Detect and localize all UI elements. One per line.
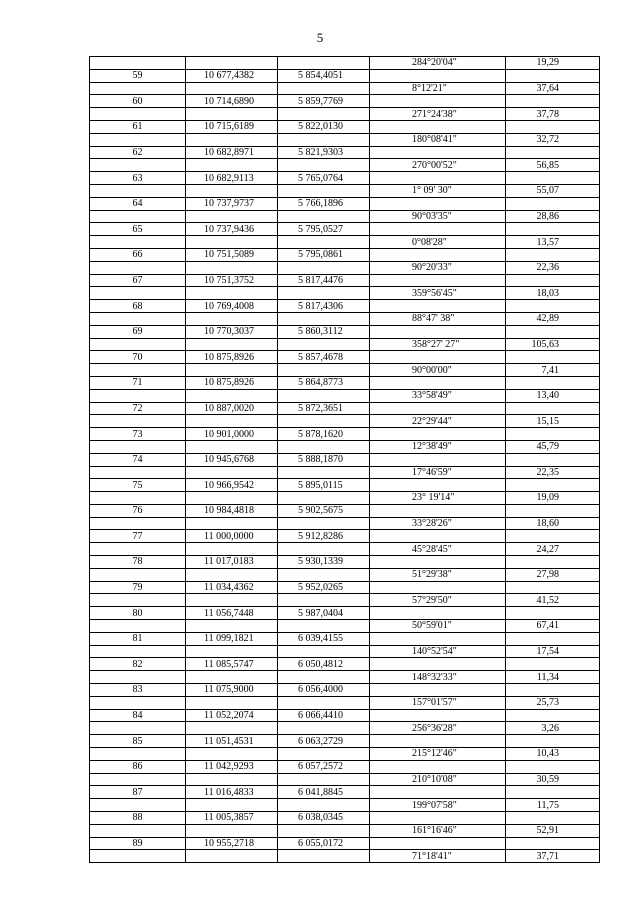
point-x: 10 751,3752 [186,274,278,287]
point-x: 11 051,4531 [186,735,278,748]
point-x: 10 945,6768 [186,453,278,466]
segment-angle: 358°27' 27" [370,338,506,351]
point-number: 69 [90,325,186,338]
point-x: 11 034,4362 [186,581,278,594]
point-row [90,760,600,773]
segment-angle: 50°59'01" [370,620,506,633]
segment-angle: 90°20'33" [370,261,506,274]
point-y: 5 859,7769 [278,95,370,108]
segment-row [90,312,600,325]
segment-angle: 57°29'50" [370,594,506,607]
segment-row [90,594,600,607]
point-number: 61 [90,120,186,133]
segment-length: 30,59 [506,773,600,786]
point-y: 6 050,4812 [278,658,370,671]
point-x: 11 005,3857 [186,812,278,825]
segment-row [90,671,600,684]
point-x: 10 875,8926 [186,376,278,389]
point-number: 79 [90,581,186,594]
segment-angle: 0°08'28" [370,236,506,249]
segment-angle: 359°56'45" [370,287,506,300]
segment-angle: 215°12'46" [370,748,506,761]
segment-angle: 23° 19'14" [370,492,506,505]
point-row [90,684,600,697]
segment-length: 19,09 [506,492,600,505]
segment-row [90,415,600,428]
segment-length: 15,15 [506,415,600,428]
segment-row [90,824,600,837]
point-row [90,709,600,722]
point-number: 66 [90,248,186,261]
point-number: 85 [90,735,186,748]
point-row [90,735,600,748]
segment-row [90,184,600,197]
segment-row [90,236,600,249]
point-number: 82 [90,658,186,671]
segment-row [90,748,600,761]
point-number: 72 [90,402,186,415]
segment-row [90,210,600,223]
point-row [90,556,600,569]
segment-length: 105,63 [506,338,600,351]
segment-length: 24,27 [506,543,600,556]
segment-length: 18,60 [506,517,600,530]
point-number: 81 [90,632,186,645]
point-number: 78 [90,556,186,569]
point-number: 89 [90,837,186,850]
point-x: 10 770,3037 [186,325,278,338]
segment-angle: 51°29'38" [370,568,506,581]
point-y: 5 857,4678 [278,351,370,364]
point-number: 76 [90,504,186,517]
point-row [90,632,600,645]
point-y: 5 952,0265 [278,581,370,594]
point-x: 10 682,8971 [186,146,278,159]
segment-row [90,389,600,402]
point-y: 6 063,2729 [278,735,370,748]
segment-length: 28,86 [506,210,600,223]
segment-angle: 17°46'59" [370,466,506,479]
segment-length: 42,89 [506,312,600,325]
segment-row [90,338,600,351]
segment-length: 55,07 [506,184,600,197]
point-y: 6 056,4000 [278,684,370,697]
point-row [90,581,600,594]
segment-length: 3,26 [506,722,600,735]
point-y: 5 987,0404 [278,607,370,620]
point-y: 5 821,9303 [278,146,370,159]
segment-angle: 210°10'08" [370,773,506,786]
segment-row [90,287,600,300]
point-y: 5 872,3651 [278,402,370,415]
point-row [90,453,600,466]
segment-angle: 45°28'45" [370,543,506,556]
point-row [90,172,600,185]
segment-angle: 180°08'41" [370,133,506,146]
point-number: 86 [90,760,186,773]
point-y: 6 057,2572 [278,760,370,773]
point-y: 5 878,1620 [278,428,370,441]
point-number: 74 [90,453,186,466]
point-number: 71 [90,376,186,389]
point-row [90,658,600,671]
point-row [90,428,600,441]
point-row [90,325,600,338]
point-y: 5 795,0527 [278,223,370,236]
segment-angle: 88°47' 38" [370,312,506,325]
point-x: 11 099,1821 [186,632,278,645]
segment-row [90,82,600,95]
point-y: 6 038,0345 [278,812,370,825]
point-y: 6 055,0172 [278,837,370,850]
segment-length: 45,79 [506,440,600,453]
point-x: 11 016,4833 [186,786,278,799]
point-y: 5 895,0115 [278,479,370,492]
segment-length: 37,64 [506,82,600,95]
segment-row [90,543,600,556]
point-number: 68 [90,300,186,313]
segment-length: 67,41 [506,620,600,633]
segment-angle: 148°32'33" [370,671,506,684]
point-y: 5 854,4051 [278,69,370,82]
point-row [90,95,600,108]
point-y: 5 864,8773 [278,376,370,389]
segment-row [90,568,600,581]
segment-length: 52,91 [506,824,600,837]
point-row [90,530,600,543]
point-row [90,376,600,389]
segment-angle: 90°03'35" [370,210,506,223]
point-y: 5 765,0764 [278,172,370,185]
segment-length: 41,52 [506,594,600,607]
segment-length: 18,03 [506,287,600,300]
point-x: 10 955,2718 [186,837,278,850]
point-x: 10 966,9542 [186,479,278,492]
point-row [90,812,600,825]
point-x: 10 677,4382 [186,69,278,82]
segment-length: 11,75 [506,799,600,812]
point-y: 5 817,4306 [278,300,370,313]
segment-angle: 1° 09' 30" [370,184,506,197]
page-number: 5 [316,30,324,45]
point-x: 10 751,5089 [186,248,278,261]
segment-angle: 71°18'41" [370,850,506,863]
point-x: 11 017,0183 [186,556,278,569]
segment-angle: 90°00'00" [370,364,506,377]
point-x: 10 769,4008 [186,300,278,313]
point-x: 11 085,5747 [186,658,278,671]
segment-length: 22,36 [506,261,600,274]
segment-length: 56,85 [506,159,600,172]
point-y: 5 766,1896 [278,197,370,210]
point-y: 5 795,0861 [278,248,370,261]
point-x: 10 714,6890 [186,95,278,108]
segment-length: 27,98 [506,568,600,581]
segment-length: 37,71 [506,850,600,863]
point-y: 6 041,8845 [278,786,370,799]
point-y: 5 888,1870 [278,453,370,466]
segment-row [90,108,600,121]
point-number: 84 [90,709,186,722]
coordinates-table-body [90,57,600,863]
segment-length: 22,35 [506,466,600,479]
point-number: 88 [90,812,186,825]
point-row [90,837,600,850]
segment-row [90,364,600,377]
segment-angle: 270°00'52" [370,159,506,172]
point-row [90,120,600,133]
segment-angle: 8°12'21" [370,82,506,95]
point-row [90,402,600,415]
segment-row [90,722,600,735]
point-x: 10 887,0020 [186,402,278,415]
point-number: 59 [90,69,186,82]
point-row [90,504,600,517]
point-y: 5 860,3112 [278,325,370,338]
point-x: 10 715,6189 [186,120,278,133]
point-x: 11 075,9000 [186,684,278,697]
point-row [90,479,600,492]
point-number: 87 [90,786,186,799]
point-row [90,786,600,799]
segment-length: 11,34 [506,671,600,684]
point-row [90,274,600,287]
point-y: 5 902,5675 [278,504,370,517]
point-number: 62 [90,146,186,159]
point-number: 83 [90,684,186,697]
coordinates-table [89,56,600,863]
segment-length: 25,73 [506,696,600,709]
point-x: 10 737,9436 [186,223,278,236]
point-row [90,248,600,261]
segment-row [90,850,600,863]
point-number: 77 [90,530,186,543]
segment-row [90,261,600,274]
segment-row [90,620,600,633]
point-row [90,351,600,364]
segment-angle: 199°07'58" [370,799,506,812]
point-number: 60 [90,95,186,108]
segment-row [90,57,600,70]
segment-row [90,696,600,709]
point-number: 63 [90,172,186,185]
point-row [90,69,600,82]
point-x: 10 682,9113 [186,172,278,185]
segment-row [90,492,600,505]
segment-length: 13,40 [506,389,600,402]
segment-angle: 33°58'49" [370,389,506,402]
segment-row [90,159,600,172]
segment-length: 32,72 [506,133,600,146]
point-y: 5 930,1339 [278,556,370,569]
segment-angle: 12°38'49" [370,440,506,453]
point-row [90,607,600,620]
point-x: 10 901,0000 [186,428,278,441]
point-y: 5 817,4476 [278,274,370,287]
point-row [90,146,600,159]
segment-angle: 157°01'57" [370,696,506,709]
point-y: 6 066,4410 [278,709,370,722]
point-number: 67 [90,274,186,287]
segment-row [90,799,600,812]
segment-length: 17,54 [506,645,600,658]
point-y: 5 912,8286 [278,530,370,543]
segment-row [90,440,600,453]
point-x: 10 875,8926 [186,351,278,364]
segment-length: 13,57 [506,236,600,249]
segment-angle: 22°29'44" [370,415,506,428]
point-x: 11 042,9293 [186,760,278,773]
point-number: 73 [90,428,186,441]
point-row [90,197,600,210]
segment-angle: 161°16'46" [370,824,506,837]
segment-row [90,645,600,658]
point-number: 64 [90,197,186,210]
point-number: 80 [90,607,186,620]
point-y: 5 822,0130 [278,120,370,133]
point-number: 75 [90,479,186,492]
segment-angle: 284°20'04" [370,57,506,70]
point-row [90,223,600,236]
point-x: 10 737,9737 [186,197,278,210]
segment-angle: 33°28'26" [370,517,506,530]
point-y: 6 039,4155 [278,632,370,645]
segment-length: 7,41 [506,364,600,377]
point-number: 65 [90,223,186,236]
segment-length: 37,78 [506,108,600,121]
segment-row [90,133,600,146]
segment-angle: 256°36'28" [370,722,506,735]
point-x: 11 052,2074 [186,709,278,722]
segment-row [90,517,600,530]
segment-length: 10,43 [506,748,600,761]
point-row [90,300,600,313]
point-x: 10 984,4818 [186,504,278,517]
segment-length: 19,29 [506,57,600,70]
point-x: 11 000,0000 [186,530,278,543]
point-number: 70 [90,351,186,364]
segment-angle: 140°52'54" [370,645,506,658]
point-x: 11 056,7448 [186,607,278,620]
segment-row [90,466,600,479]
segment-angle: 271°24'38" [370,108,506,121]
segment-row [90,773,600,786]
